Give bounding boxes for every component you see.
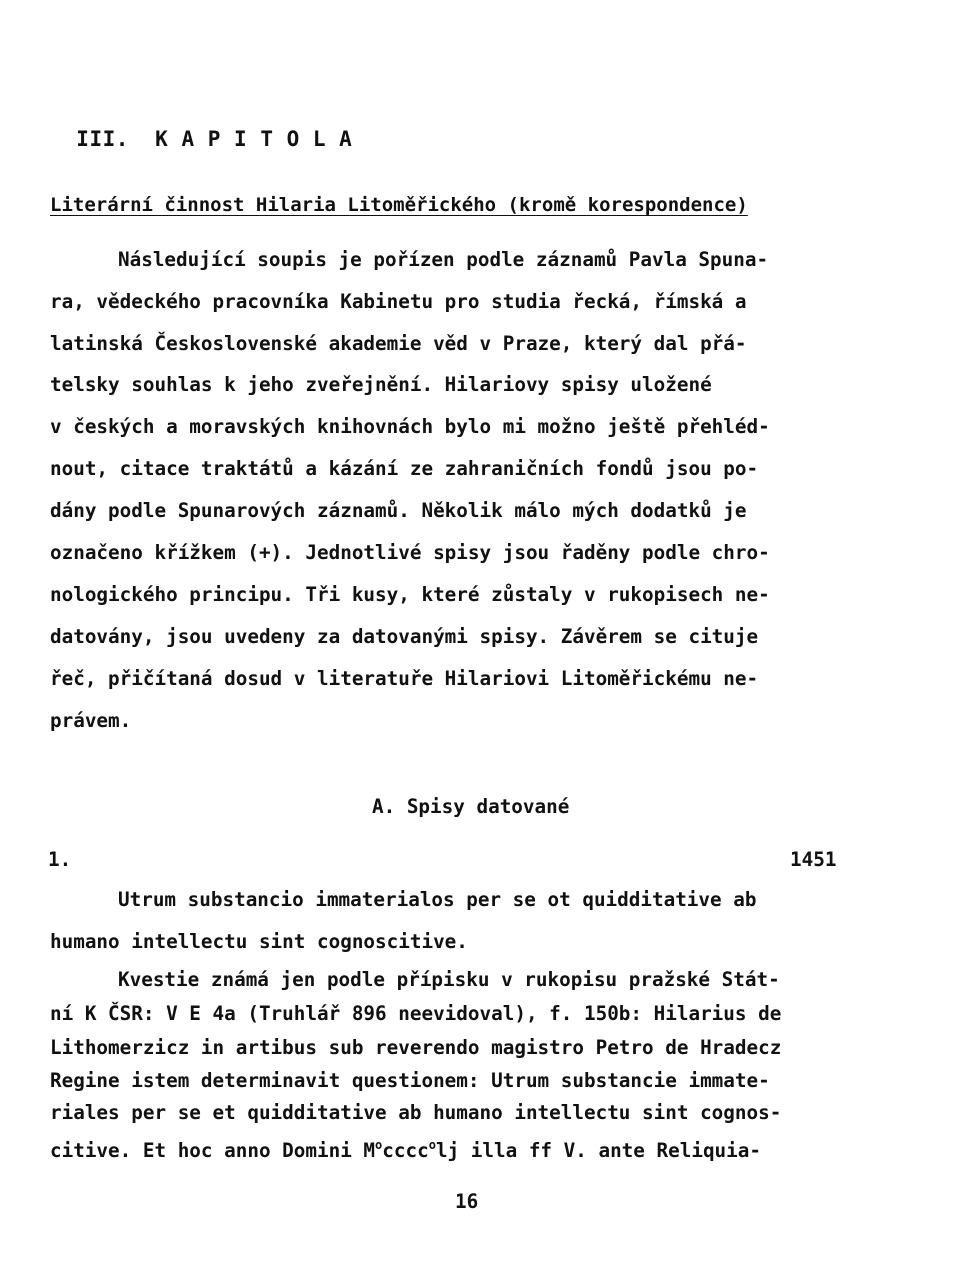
intro-line: datovány, jsou uvedeny za datovanými spisy. Závěrem se cituje — [50, 625, 759, 648]
entry-title-line: Utrum substancio immaterialos per se ot quidditative ab — [118, 888, 757, 911]
note-text: citive. Et hoc anno Domini M — [50, 1139, 376, 1162]
superscript: o — [428, 1138, 436, 1152]
note-text: cccc — [382, 1139, 429, 1162]
intro-line: telsky souhlas k jeho zveřejnění. Hilariovy spisy uložené — [50, 373, 712, 396]
entry-year: 1451 — [790, 848, 837, 871]
intro-line: ra, vědeckého pracovníka Kabinetu pro studia řecká, římská a — [50, 290, 747, 313]
intro-line: právem. — [50, 709, 132, 732]
intro-line: řeč, přičítaná dosud v literatuře Hilariovi Litoměřickému ne- — [50, 667, 759, 690]
entry-title-line: humano intellectu sint cognoscitive. — [50, 930, 468, 953]
entry-note-line: Regine istem determinavit questionem: Utrum substancie immate- — [50, 1069, 770, 1092]
entry-note-line: riales per se et quidditative ab humano intellectu sint cognos- — [50, 1101, 782, 1124]
intro-line: Následující soupis je pořízen podle záznamů Pavla Spuna- — [118, 248, 769, 271]
chapter-heading — [50, 103, 352, 151]
entry-note-line: ní K ČSR: V E 4a (Truhlář 896 neevidoval), f. 150b: Hilarius de — [50, 1002, 782, 1025]
intro-line: latinská Československé akademie věd v Praze, který dal přá- — [50, 332, 747, 355]
chapter-label: K A P I T O L A — [155, 127, 353, 151]
page-number: 16 — [455, 1190, 479, 1213]
superscript: o — [375, 1138, 383, 1152]
chapter-number: III. — [76, 127, 129, 151]
entry-note-line: Kvestie známá jen podle přípisku v rukopisu pražské Stát- — [118, 968, 780, 991]
intro-line: v českých a moravských knihovnách bylo mi možno ještě přehléd- — [50, 415, 770, 438]
section-title: A. Spisy datované — [372, 795, 570, 818]
intro-line: nout, citace traktátů a kázání ze zahraničních fondů jsou po- — [50, 457, 759, 480]
intro-line: nologického principu. Tři kusy, které zůstaly v rukopisech ne- — [50, 583, 770, 606]
entry-note-line: Lithomerzicz in artibus sub reverendo magistro Petro de Hradecz — [50, 1036, 782, 1059]
entry-note-line — [50, 1133, 761, 1163]
intro-line: označeno křížkem (+). Jednotlivé spisy jsou řaděny podle chro- — [50, 541, 770, 564]
entry-number: 1. — [48, 848, 72, 871]
note-text: lj illa ff V. ante Reliquia- — [435, 1139, 761, 1162]
intro-line: dány podle Spunarových záznamů. Několik málo mých dodatků je — [50, 499, 747, 522]
page-title: Literární činnost Hilaria Litoměřického (kromě korespondence) — [50, 194, 748, 216]
